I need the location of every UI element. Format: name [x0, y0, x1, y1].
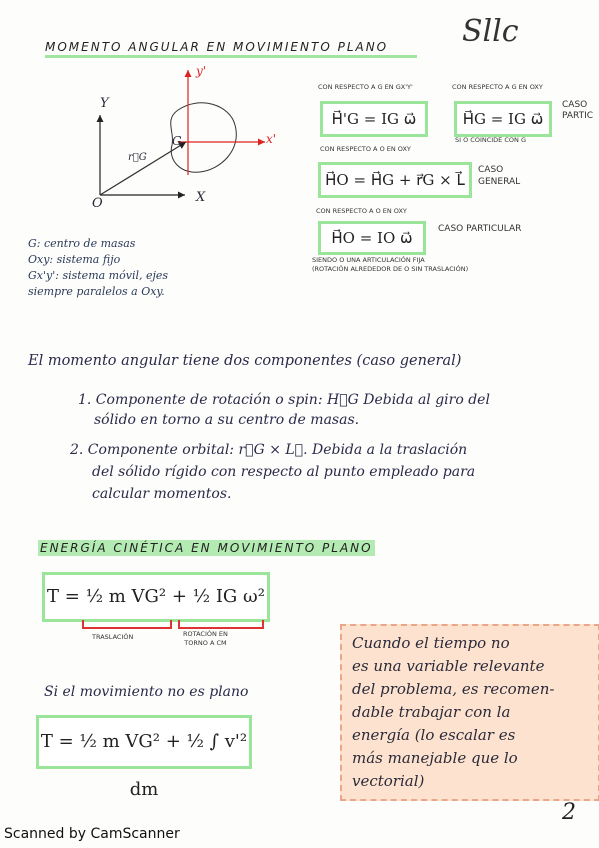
label-x-prime: x' — [266, 132, 277, 146]
nonplanar-intro: Si el movimiento no es plano — [44, 684, 249, 700]
position-vector — [100, 142, 186, 195]
formula-caption: CON RESPECTO A O EN OXY — [316, 207, 407, 215]
formula-box-hg-prime: H⃗'G = IG ω⃗ — [320, 101, 428, 137]
signature: Sllc — [462, 14, 519, 49]
label-y-prime: y' — [196, 64, 207, 78]
section-title-kinetic-energy: ENERGÍA CINÉTICA EN MOVIMIENTO PLANO — [40, 541, 373, 555]
label-rotation: ROTACIÓN EN TORNO A CM — [183, 630, 228, 647]
label-caso-particular: CASO PARTICULAR — [438, 224, 522, 234]
scanner-watermark: Scanned by CamScanner — [4, 826, 180, 842]
list-item-orbital: 2. Componente orbital: r⃗G × L⃗. Debida a la traslación del sólido rígido con respecto al punto empleado para calcular momentos. — [70, 442, 476, 502]
formula-box-hg: H⃗G = IG ω⃗ — [454, 101, 552, 137]
label-caso-general: CASO GENERAL — [478, 165, 521, 187]
bracket-translation — [82, 620, 172, 629]
formula-caption: CON RESPECTO A G EN OXY — [452, 83, 543, 91]
list-item-rotation: 1. Componente de rotación o spin: H⃗G Debida al giro del sólido en torno a su centro de masas. — [78, 392, 490, 428]
label-caso-partic: CASO PARTIC — [562, 100, 594, 121]
label-position-vector: r⃗G — [128, 152, 147, 163]
legend-line: G: centro de masas — [28, 237, 136, 250]
formula-box-ho-particular: H⃗O = IO ω⃗ — [318, 221, 426, 255]
bracket-rotation — [178, 620, 264, 629]
page-number: 2 — [562, 800, 576, 825]
formula-box-ho-general: H⃗O = H⃗G + r⃗G × L⃗ — [318, 162, 472, 198]
label-y: Y — [100, 96, 109, 111]
note-coincide: SI O COINCIDE CON G — [455, 136, 526, 144]
note-box-energy: Cuando el tiempo no es una variable relevante del problema, es recomen- dable trabajar con la energía (lo escalar es más manejable que lo vectorial) — [340, 624, 599, 801]
articulation-note: SIENDO O UNA ARTICULACIÓN FIJA (ROTACIÓN ALREDEDOR DE O SIN TRASLACIÓN) — [312, 256, 469, 273]
label-center-g: G — [172, 134, 182, 148]
label-x: X — [196, 190, 206, 205]
formula-caption: CON RESPECTO A G EN GX'Y' — [318, 83, 413, 91]
formula-box-nonplanar: T = ½ m VG² + ½ ∫ v'² dm — [36, 715, 252, 769]
formula-box-kinetic-energy: T = ½ m VG² + ½ IG ω² — [42, 572, 270, 622]
label-origin: O — [92, 196, 103, 211]
diagram-legend — [28, 236, 168, 300]
legend-line: Gx'y': sistema móvil, ejes — [28, 269, 169, 282]
section-title-angular-momentum: MOMENTO ANGULAR EN MOVIMIENTO PLANO — [45, 40, 417, 58]
legend-line: Oxy: sistema fijo — [28, 253, 121, 266]
legend-line: siempre paralelos a Oxy. — [28, 285, 165, 298]
label-translation: TRASLACIÓN — [92, 633, 134, 641]
formula-caption: CON RESPECTO A O EN OXY — [320, 145, 411, 153]
paragraph-intro: El momento angular tiene dos componentes (caso general) — [28, 353, 462, 369]
